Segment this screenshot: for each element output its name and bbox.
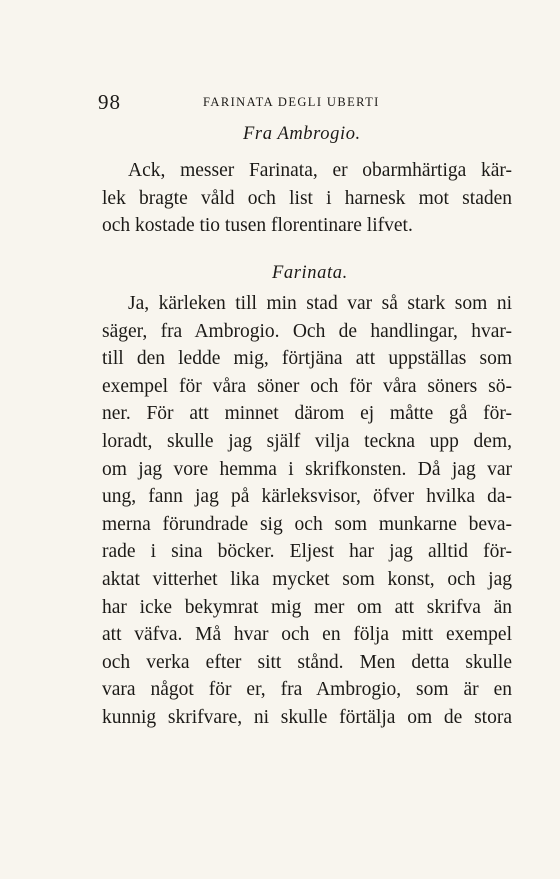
text-line: aktat vitterhet lika mycket som konst, och jag xyxy=(102,568,512,590)
text-line: säger, fra Ambrogio. Och de handlingar, hvar- xyxy=(102,320,512,342)
text-line: merna förundrade sig och som munkarne beva- xyxy=(102,513,512,535)
text-line: och kostade tio tusen florentinare lifvet. xyxy=(102,215,413,237)
text-line: ner. För att minnet därom ej måtte gå för- xyxy=(102,403,512,425)
text-line: ung, fann jag på kärleksvisor, öfver hvilka da- xyxy=(102,486,512,508)
text-line: exempel för våra söner och för våra söners sö- xyxy=(102,375,512,397)
text-line: Ack, messer Farinata, er obarmhärtiga kär- xyxy=(128,160,512,181)
text-line: och verka efter sitt stånd. Men detta skulle xyxy=(102,651,512,673)
dialogue-paragraph xyxy=(102,157,512,240)
text-line: Ja, kärleken till min stad var så stark som ni xyxy=(128,293,512,314)
text-line: har icke bekymrat mig mer om att skrifva än xyxy=(102,596,512,618)
dialogue-paragraph xyxy=(102,290,512,732)
text-line: lek bragte våld och list i harnesk mot staden xyxy=(102,187,512,209)
text-line: vara något för er, fra Ambrogio, som är en xyxy=(102,679,512,701)
page-number: 98 xyxy=(98,90,121,114)
text-line: till den ledde mig, förtjäna att uppställas som xyxy=(102,348,512,370)
text-line: att väfva. Må hvar och en följa mitt exempel xyxy=(102,624,512,646)
running-title: FARINATA DEGLI UBERTI xyxy=(203,95,380,109)
speaker-heading: Farinata. xyxy=(272,263,348,283)
text-line: om jag vore hemma i skrifkonsten. Då jag var xyxy=(102,458,512,480)
text-line: loradt, skulle jag själf vilja teckna upp dem, xyxy=(102,430,512,452)
running-head xyxy=(98,90,508,114)
speaker-heading: Fra Ambrogio. xyxy=(243,124,361,144)
text-line: kunnig skrifvare, ni skulle förtälja om de stora xyxy=(102,706,512,728)
text-line: rade i sina böcker. Eljest har jag alltid för- xyxy=(102,541,512,563)
